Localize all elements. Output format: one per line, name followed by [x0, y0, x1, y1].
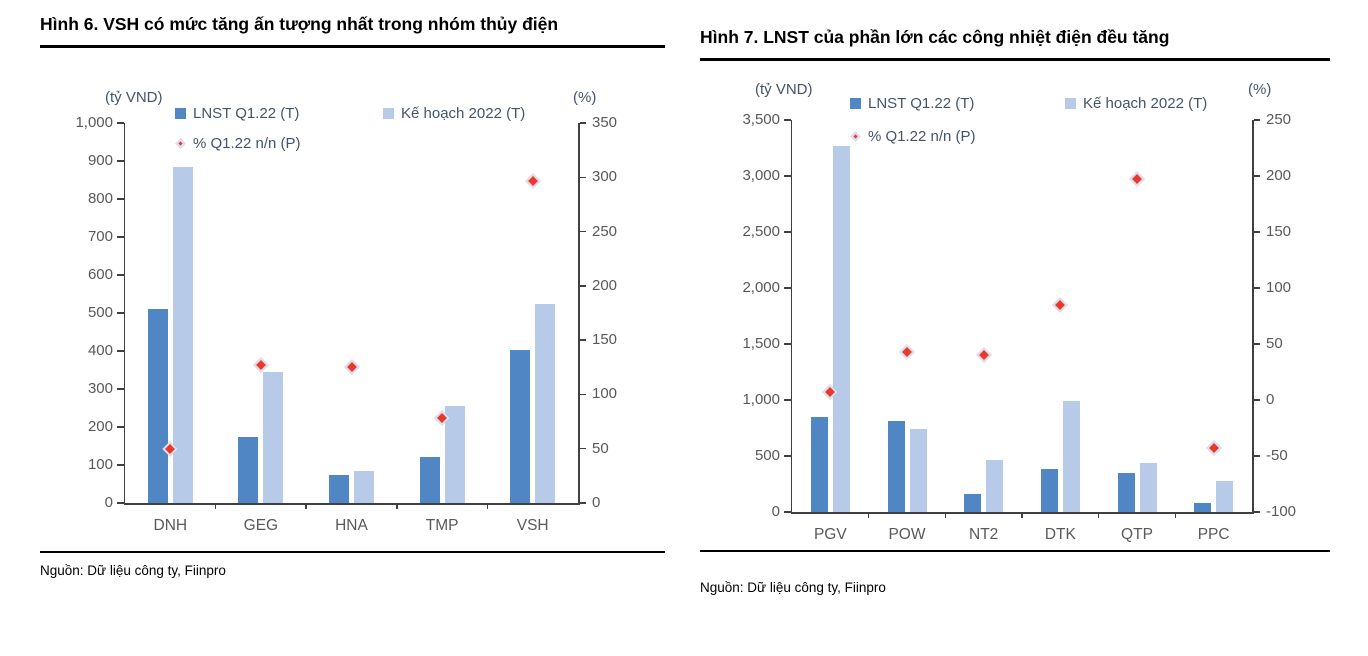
left-axis-tick: [117, 274, 124, 276]
left-axis-tick-label: 700: [87, 228, 113, 245]
right-axis-tick: [580, 339, 587, 341]
right-axis-tick: [1254, 175, 1261, 177]
left-axis-tick: [117, 312, 124, 314]
right-axis-tick-label: 200: [1266, 167, 1292, 184]
bar-lnst-HNA: [329, 475, 349, 504]
x-axis-boundary-tick: [1175, 512, 1177, 518]
right-axis-line: [1252, 120, 1254, 512]
bar-lnst-PPC: [1194, 503, 1211, 512]
bar-lnst-VSH: [510, 350, 530, 503]
bar-plan-PGV: [833, 146, 850, 512]
bar-lnst-DTK: [1041, 469, 1058, 512]
marker-pct-PPC: [1206, 440, 1222, 456]
legend-row-1: [175, 105, 525, 122]
left-axis-tick-label: 1,500: [742, 335, 780, 352]
light-bar-swatch-icon: [1065, 98, 1076, 109]
x-axis-line: [124, 503, 580, 505]
x-axis-boundary-tick: [1098, 512, 1100, 518]
marker-pct-DTK: [1053, 297, 1069, 313]
x-axis-category-label: VSH: [516, 517, 549, 534]
legend-row-1: [850, 95, 1207, 112]
left-axis-tick-label: 2,000: [742, 279, 780, 296]
bar-lnst-NT2: [964, 494, 981, 512]
x-axis-category-label: GEG: [243, 517, 279, 534]
left-axis-tick-label: 300: [87, 380, 113, 397]
marker-pct-NT2: [976, 347, 992, 363]
legend-item-lnst: [850, 95, 1065, 112]
figure-7-panel: [700, 25, 1330, 645]
x-axis-boundary-tick: [945, 512, 947, 518]
left-axis-tick: [784, 399, 791, 401]
legend-label-pct: % Q1.22 n/n (P): [193, 135, 301, 152]
x-axis-boundary-tick: [396, 503, 398, 509]
left-axis-tick-label: 900: [87, 152, 113, 169]
left-axis-tick: [784, 231, 791, 233]
right-axis-tick-label: 100: [1266, 279, 1292, 296]
left-axis-tick: [784, 511, 791, 513]
left-axis-tick-label: 500: [87, 304, 113, 321]
figure-6-panel: [40, 12, 665, 642]
x-axis-category-label: NT2: [969, 526, 999, 543]
right-axis-tick: [1254, 399, 1261, 401]
right-axis-tick: [1254, 343, 1261, 345]
left-axis-tick-label: 400: [87, 342, 113, 359]
right-axis-tick-label: -50: [1266, 447, 1288, 464]
right-axis-tick-label: 0: [1266, 391, 1275, 408]
bar-plan-DNH: [173, 167, 193, 503]
legend-item-pct: [177, 135, 301, 152]
left-axis-tick-label: 1,000: [75, 114, 113, 131]
marker-pct-GEG: [253, 357, 269, 373]
legend-label-lnst: LNST Q1.22 (T): [193, 105, 300, 122]
left-axis-tick-label: 1,000: [742, 391, 780, 408]
legend-label-plan: Kế hoạch 2022 (T): [401, 105, 526, 122]
legend-label-pct: % Q1.22 n/n (P): [868, 128, 976, 145]
x-axis-category-label: DNH: [153, 517, 188, 534]
bar-lnst-DNH: [148, 309, 168, 503]
left-axis-tick: [117, 388, 124, 390]
left-axis-tick: [784, 343, 791, 345]
x-axis-category-label: PPC: [1197, 526, 1230, 543]
right-axis-tick: [1254, 511, 1261, 513]
left-axis-tick-label: 600: [87, 266, 113, 283]
marker-pct-POW: [899, 344, 915, 360]
source-note: Nguồn: Dữ liệu công ty, Fiinpro: [40, 563, 226, 578]
red-diamond-swatch-icon: [176, 139, 186, 149]
left-axis-tick-label: 0: [771, 503, 780, 520]
figure-6-title: Hình 6. VSH có mức tăng ấn tượng nhất trong nhóm thủy điện: [40, 12, 665, 48]
left-axis-tick-label: 3,000: [742, 167, 780, 184]
left-axis-tick-label: 100: [87, 456, 113, 473]
figure-7-title: Hình 7. LNST của phần lớn các công nhiệt điện đều tăng: [700, 25, 1330, 61]
right-axis-tick-label: 50: [592, 439, 609, 457]
bar-plan-HNA: [354, 471, 374, 503]
x-axis-boundary-tick: [868, 512, 870, 518]
right-axis-tick-label: 300: [592, 168, 618, 186]
right-axis-tick: [580, 285, 587, 287]
legend-item-lnst: [175, 105, 383, 122]
left-axis-tick: [117, 122, 124, 124]
x-axis-category-label: POW: [888, 526, 926, 543]
left-axis-line: [124, 123, 126, 503]
legend-label-lnst: LNST Q1.22 (T): [868, 95, 975, 112]
right-axis-tick: [1254, 287, 1261, 289]
right-axis-tick-label: 250: [1266, 111, 1292, 128]
right-axis-unit-label: (%): [573, 89, 597, 106]
right-axis-tick-label: 50: [1266, 335, 1283, 352]
legend-item-pct: [852, 128, 976, 145]
right-axis-tick-label: 200: [592, 276, 618, 294]
x-axis-boundary-tick: [305, 503, 307, 509]
red-diamond-swatch-icon: [851, 132, 861, 142]
right-axis-tick: [580, 177, 587, 179]
right-axis-tick: [580, 122, 587, 124]
right-axis-tick: [1254, 231, 1261, 233]
x-axis-category-label: DTK: [1044, 526, 1076, 543]
right-axis-tick: [580, 502, 587, 504]
left-axis-tick-label: 200: [87, 418, 113, 435]
left-axis-tick: [117, 198, 124, 200]
left-axis-tick: [784, 287, 791, 289]
left-axis-tick-label: 3,500: [742, 111, 780, 128]
right-axis-line: [578, 123, 580, 503]
bar-lnst-QTP: [1118, 473, 1135, 512]
right-axis-tick-label: 150: [592, 331, 618, 349]
left-axis-tick: [117, 236, 124, 238]
dark-bar-swatch-icon: [175, 108, 186, 119]
right-axis-tick-label: 100: [592, 385, 618, 403]
figure-7-chart: [700, 65, 1330, 552]
left-axis-unit-label: (tỷ VND): [755, 81, 813, 98]
right-axis-tick: [1254, 455, 1261, 457]
marker-pct-HNA: [344, 360, 360, 376]
left-axis-tick: [117, 160, 124, 162]
left-axis-tick: [117, 464, 124, 466]
right-axis-tick-label: 350: [592, 114, 618, 131]
source-note: Nguồn: Dữ liệu công ty, Fiinpro: [700, 580, 886, 595]
right-axis-unit-label: (%): [1248, 81, 1272, 98]
right-axis-tick-label: 0: [592, 494, 601, 511]
bar-plan-POW: [910, 429, 927, 512]
x-axis-boundary-tick: [487, 503, 489, 509]
left-axis-tick: [117, 502, 124, 504]
bar-plan-PPC: [1216, 481, 1233, 512]
right-axis-tick: [580, 231, 587, 233]
bar-plan-VSH: [535, 304, 555, 504]
figure-6-chart: [40, 73, 665, 553]
dark-bar-swatch-icon: [850, 98, 861, 109]
legend-item-plan: [383, 105, 525, 122]
bar-lnst-POW: [888, 421, 905, 512]
left-axis-tick-label: 2,500: [742, 223, 780, 240]
left-axis-tick: [784, 175, 791, 177]
x-axis-boundary-tick: [1021, 512, 1023, 518]
legend-item-plan: [1065, 95, 1207, 112]
left-axis-tick-label: 500: [754, 447, 780, 464]
right-axis-tick: [580, 394, 587, 396]
bar-lnst-GEG: [238, 437, 258, 504]
marker-pct-QTP: [1129, 172, 1145, 188]
bar-plan-GEG: [263, 372, 283, 503]
left-axis-tick-label: 800: [87, 190, 113, 207]
x-axis-boundary-tick: [215, 503, 217, 509]
x-axis-category-label: QTP: [1121, 526, 1153, 543]
legend-row-2: [177, 135, 301, 152]
x-axis-category-label: TMP: [425, 517, 459, 534]
left-axis-unit-label: (tỷ VND): [105, 89, 163, 106]
right-axis-tick-label: 150: [1266, 223, 1292, 240]
left-axis-line: [791, 120, 793, 512]
legend-label-plan: Kế hoạch 2022 (T): [1083, 95, 1208, 112]
left-axis-tick: [784, 455, 791, 457]
bar-plan-NT2: [986, 460, 1003, 512]
right-axis-tick: [1254, 119, 1261, 121]
bar-lnst-PGV: [811, 417, 828, 512]
left-axis-tick-label: 0: [104, 494, 113, 511]
left-axis-tick: [117, 426, 124, 428]
marker-pct-VSH: [525, 173, 541, 189]
x-axis-category-label: HNA: [335, 517, 368, 534]
light-bar-swatch-icon: [383, 108, 394, 119]
left-axis-tick: [784, 119, 791, 121]
legend-row-2: [852, 128, 976, 145]
bar-plan-DTK: [1063, 401, 1080, 512]
right-axis-tick: [580, 448, 587, 450]
right-axis-tick-label: -100: [1266, 503, 1297, 520]
left-axis-tick: [117, 350, 124, 352]
x-axis-category-label: PGV: [813, 526, 847, 543]
bar-lnst-TMP: [420, 457, 440, 503]
right-axis-tick-label: 250: [592, 222, 618, 240]
bar-plan-TMP: [445, 406, 465, 503]
bar-plan-QTP: [1140, 463, 1157, 512]
